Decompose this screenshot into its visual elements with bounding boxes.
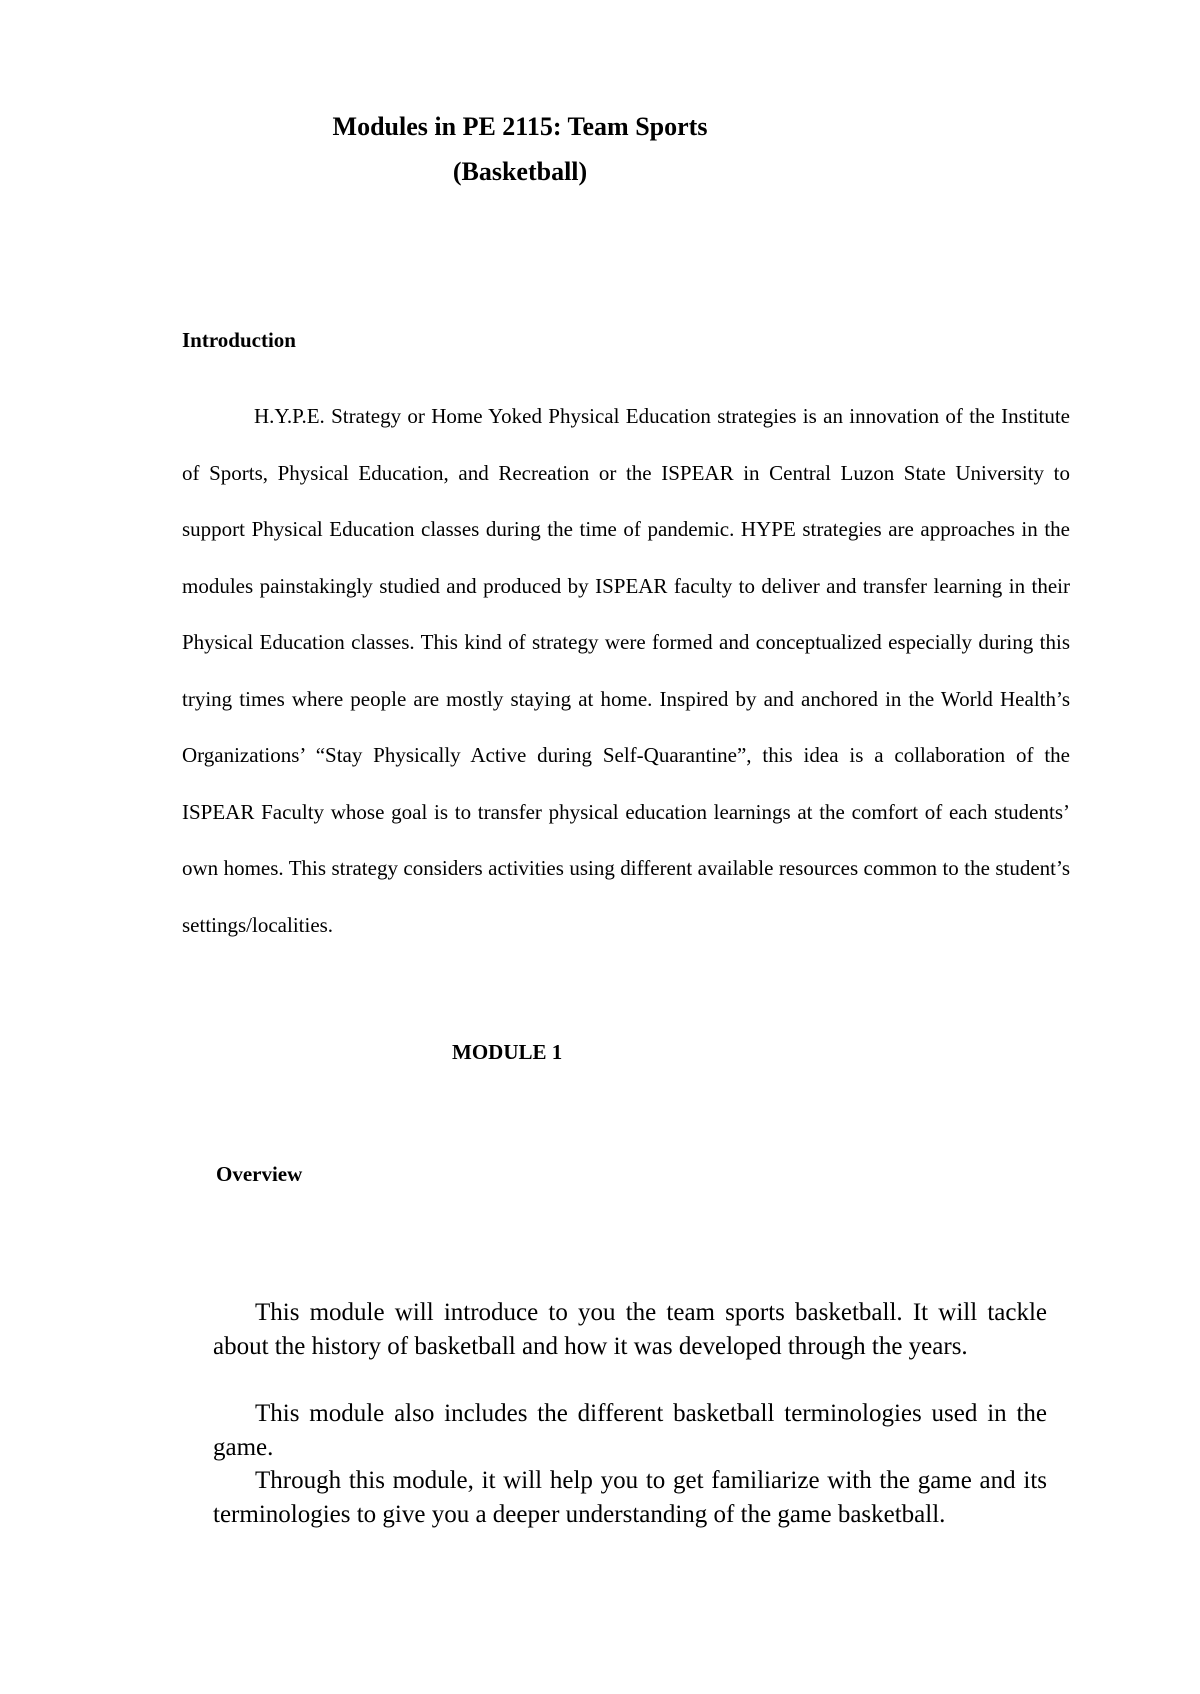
document-subtitle: (Basketball) [452, 157, 588, 186]
introduction-heading: Introduction [182, 328, 296, 352]
module-label: MODULE 1 [452, 1040, 563, 1064]
introduction-paragraph: H.Y.P.E. Strategy or Home Yoked Physical Education strategies is an innovation of the Institute of Sports, Physical Education, and Recreation or the ISPEAR in Central Luzon State University to support Physical Education classes during the time of pandemic. HYPE strategies are approaches in the modules painstakingly studied and produced by ISPEAR faculty to deliver and transfer learning in their Physical Education classes. This kind of strategy were formed and conceptualized especially during this trying times where people are mostly staying at home. Inspired by and anchored in the World Health’s Organizations’ “Stay Physically Active during Self-Quarantine”, this idea is a collaboration of the ISPEAR Faculty whose goal is to transfer physical education learnings at the comfort of each students’ own homes. This strategy considers activities using different available resources common to the student’s settings/localities. [182, 404, 1070, 937]
overview-heading: Overview [216, 1162, 303, 1186]
overview-paragraph-2: This module also includes the different basketball terminologies used in the game. [213, 1400, 1047, 1461]
overview-paragraph-3: Through this module, it will help you to get familiarize with the game and its terminologies to give you a deeper understanding of the game basketball. [213, 1467, 1047, 1528]
document-title: Modules in PE 2115: Team Sports [332, 112, 708, 141]
overview-paragraph-1: This module will introduce to you the team sports basketball. It will tackle about the history of basketball and how it was developed through the years. [213, 1299, 1047, 1360]
